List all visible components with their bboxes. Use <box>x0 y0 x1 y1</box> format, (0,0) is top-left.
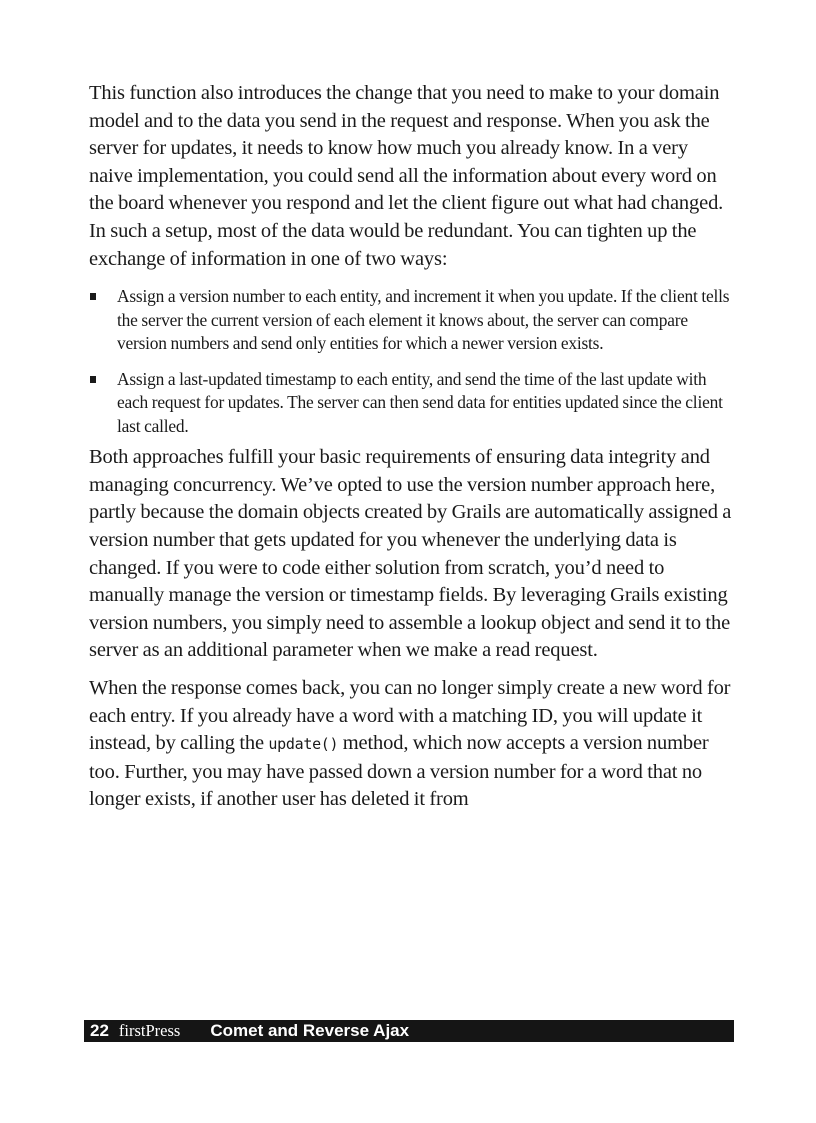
page-body <box>89 80 735 814</box>
update-method-code: update() <box>268 735 339 754</box>
response-paragraph <box>89 675 735 814</box>
list-item-timestamp <box>89 368 735 439</box>
book-title: Comet and Reverse Ajax <box>210 1021 410 1040</box>
bullet-text: Assign a version number to each entity, and increment it when you update. If the client tells the server the current version of each element it knows about, the server can compare version numbers and send only entities for which a newer version exists. <box>117 286 730 354</box>
page-footer <box>84 1020 734 1042</box>
approaches-paragraph: Both approaches fulfill your basic requirements of ensuring data integrity and managing concurrency. We’ve opted to use the version number approach here, partly because the domain objects created by Grails are automatically assigned a version number that gets updated for you whenever the underlying data is changed. If you were to code either solution from scratch, you’d need to manually manage the version or timestamp fields. By leveraging Grails existing version numbers, you simply need to assemble a lookup object and send it to the server as an additional parameter when we make a read request. <box>89 446 732 662</box>
series-name: firstPress <box>118 1021 181 1040</box>
intro-paragraph: This function also introduces the change that you need to make to your domain model and to the data you send in the request and response. When you ask the server for updates, it needs to know how much you already know. In a very naive implementation, you could send all the information about every word on the board whenever you respond and let the client figure out what had changed. In such a setup, most of the data would be redundant. You can tighten up the exchange of information in one of two ways: <box>89 82 724 270</box>
response-text-start: When the response comes back, you can no longer simply create a new word for each entry. If you already have a word with a matching ID, you will update it instead, by calling the <box>89 676 731 755</box>
response-text-end: method, which now accepts a version number too. Further, you may have passed down a version number for a word that no longer exists, if another user has deleted it from <box>89 732 709 811</box>
square-bullet-icon <box>90 376 96 383</box>
sync-options-list <box>89 285 735 438</box>
square-bullet-icon <box>90 293 96 300</box>
bullet-text: Assign a last-updated timestamp to each entity, and send the time of the last update with each request for updates. The server can then send data for entities updated since the client last called. <box>117 368 723 436</box>
list-item-version-number <box>89 285 735 356</box>
page-number: 22 <box>90 1021 109 1040</box>
